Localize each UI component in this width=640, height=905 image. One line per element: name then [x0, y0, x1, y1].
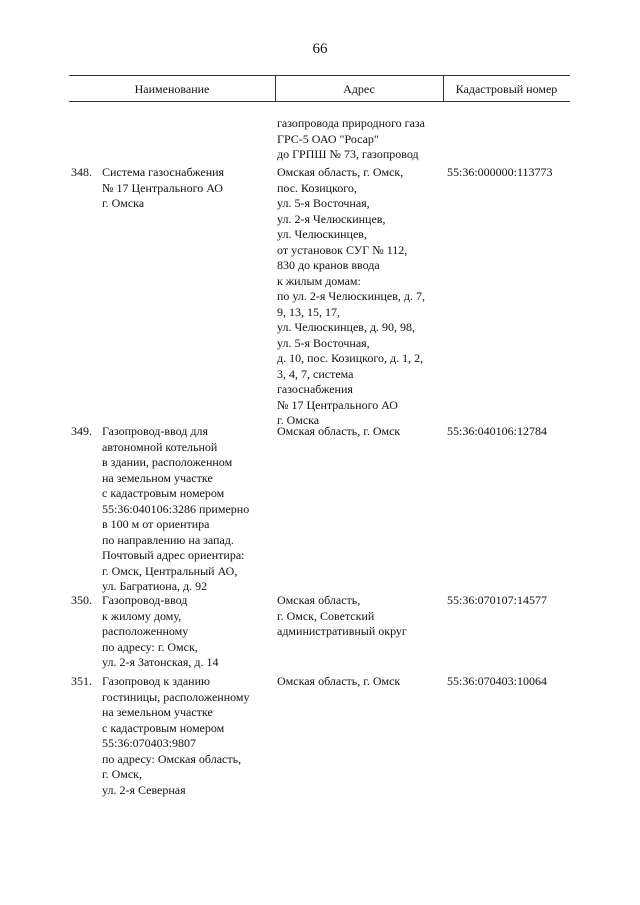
column-header-address: Адрес: [343, 82, 375, 96]
address-line: Омская область,: [277, 593, 361, 607]
address-line: к жилым домам:: [277, 273, 361, 288]
name-line: расположенному: [102, 624, 189, 638]
address-line: № 17 Центрального АО: [277, 397, 398, 412]
address-line: ул. Челюскинцев, д. 90, 98,: [277, 320, 416, 334]
name-line: г. Омск,: [102, 767, 142, 781]
name-cell: [102, 593, 302, 671]
name-line: по адресу: Омская область,: [102, 751, 242, 766]
header-top-rule: [69, 75, 570, 76]
address-line: 3, 4, 7, система: [277, 366, 354, 381]
page-number: 66: [312, 41, 328, 57]
name-line: гостиницы, расположенному: [102, 689, 250, 704]
name-line: Газопровод к зданию: [102, 674, 210, 688]
name-line: ул. 2-я Северная: [102, 782, 186, 797]
name-line: № 17 Центрального АО: [102, 180, 223, 195]
cadastral-number: 55:36:070107:14577: [447, 593, 548, 607]
address-line: пос. Козицкого,: [277, 180, 357, 195]
name-line: автономной котельной: [102, 439, 218, 454]
name-line: на земельном участке: [102, 470, 213, 485]
cadastral-number: 55:36:000000:113773: [447, 165, 553, 179]
name-line: ул. 2-я Затонская, д. 14: [102, 655, 219, 669]
header-bottom-rule: [69, 101, 570, 102]
name-line: на земельном участке: [102, 705, 213, 719]
name-line: Газопровод-ввод: [102, 593, 188, 607]
row-number: 348.: [71, 165, 92, 179]
name-cell: [102, 674, 302, 798]
name-line: Почтовый адрес ориентира:: [102, 548, 245, 562]
address-line: Омская область, г. Омск,: [277, 165, 404, 179]
row-number: 351.: [71, 674, 92, 688]
name-line: в 100 м от ориентира: [102, 517, 210, 531]
address-line: ул. 5-я Восточная,: [277, 196, 370, 210]
address-line: г. Омск, Советский: [277, 608, 375, 623]
address-line: Омская область, г. Омск: [277, 424, 401, 438]
name-line: ул. Багратиона, д. 92: [102, 579, 208, 593]
address-cell: [277, 674, 457, 690]
name-line: Газопровод-ввод для: [102, 424, 209, 438]
name-line: в здании, расположенном: [102, 455, 233, 469]
address-line: ул. 2-я Челюскинцев,: [277, 211, 386, 226]
name-cell: [102, 424, 302, 595]
address-cell: [277, 165, 457, 429]
name-line: с кадастровым номером: [102, 486, 225, 500]
address-line: до ГРПШ № 73, газопровод: [277, 147, 419, 161]
address-line: от установок СУГ № 112,: [277, 242, 408, 257]
name-line: по адресу: г. Омск,: [102, 639, 198, 654]
address-line: г. Омска: [277, 413, 320, 427]
cadastral-number: 55:36:070403:10064: [447, 674, 548, 688]
address-line: газопровода природного газа: [277, 116, 425, 130]
name-line: 55:36:070403:9807: [102, 736, 197, 750]
column-header-cadastral: Кадастровый номер: [455, 82, 558, 96]
address-line: д. 10, пос. Козицкого, д. 1, 2,: [277, 351, 424, 365]
address-line: 830 до кранов ввода: [277, 258, 380, 272]
name-cell: [102, 165, 302, 212]
name-line: г. Омска: [102, 196, 145, 210]
address-cell: [277, 116, 457, 163]
name-line: по направлению на запад.: [102, 532, 234, 547]
name-line: с кадастровым номером: [102, 720, 225, 735]
address-line: ул. Челюскинцев,: [277, 227, 367, 241]
address-line: ГРС-5 ОАО "Росар": [277, 131, 379, 146]
address-line: газоснабжения: [277, 382, 353, 396]
address-line: Омская область, г. Омск: [277, 674, 401, 688]
name-line: г. Омск, Центральный АО,: [102, 563, 238, 578]
address-line: ул. 5-я Восточная,: [277, 335, 370, 350]
column-header-name: Наименование: [134, 82, 210, 96]
row-number: 349.: [71, 424, 92, 438]
address-cell: [277, 593, 457, 640]
name-line: 55:36:040106:3286 примерно: [102, 501, 250, 516]
name-line: к жилому дому,: [102, 608, 182, 623]
name-line: Система газоснабжения: [102, 165, 225, 179]
address-line: административный округ: [277, 624, 407, 638]
cadastral-number: 55:36:040106:12784: [447, 424, 548, 438]
row-number: 350.: [71, 593, 92, 607]
address-line: по ул. 2-я Челюскинцев, д. 7,: [277, 289, 425, 303]
address-cell: [277, 424, 457, 440]
address-line: 9, 13, 15, 17,: [277, 304, 340, 319]
